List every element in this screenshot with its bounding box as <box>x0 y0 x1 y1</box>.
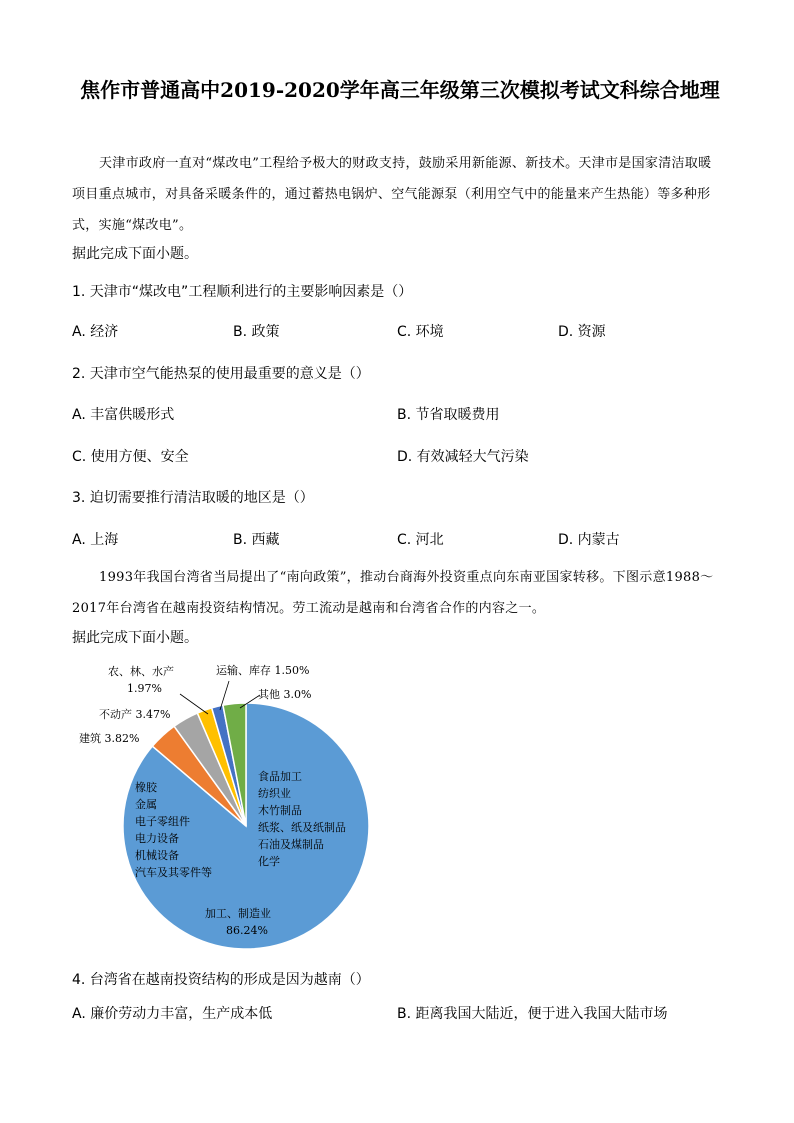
passage-intro-1: 天津市政府一直对“煤改电”工程给予极大的财政支持，鼓励采用新能源、新技术。天津市是国家清洁取暖项目重点城市，对具备采暖条件的，通过蓄热电锅炉、空气能源泵（利用空气中的能量来产生热能）等多种形式，实施“煤改电”。 <box>72 156 712 233</box>
annotation-left-3: 电力设备 <box>135 832 179 845</box>
q4-option-b[interactable]: B. 距离我国大陆近，便于进入我国大陆市场 <box>397 1006 668 1022</box>
question-1-stem: 1. 天津市“煤改电”工程顺利进行的主要影响因素是（） <box>72 284 413 300</box>
q2-option-c[interactable]: C. 使用方便、安全 <box>72 449 189 465</box>
annotation-left-4: 机械设备 <box>135 849 179 862</box>
q3-option-a[interactable]: A. 上海 <box>72 532 119 548</box>
prompt-1: 据此完成下面小题。 <box>72 246 198 262</box>
label-other: 其他 3.0% <box>258 688 312 701</box>
q3-option-d[interactable]: D. 内蒙古 <box>558 532 620 548</box>
label-construction: 建筑 3.82% <box>79 732 140 745</box>
label-agri-value: 1.97% <box>127 682 162 695</box>
label-manufacturing-value: 86.24% <box>226 924 268 937</box>
q2-option-b[interactable]: B. 节省取暖费用 <box>397 407 500 423</box>
q1-option-a[interactable]: A. 经济 <box>72 324 119 340</box>
q3-option-c[interactable]: C. 河北 <box>397 532 444 548</box>
label-manufacturing: 加工、制造业 <box>205 907 271 920</box>
prompt-2: 据此完成下面小题。 <box>72 630 198 646</box>
passage-intro-2: 1993年我国台湾省当局提出了“南向政策”，推动台商海外投资重点向东南亚国家转移。下图示意1988～2017年台湾省在越南投资结构情况。劳工流动是越南和台湾省合作的内容之一。 <box>72 570 714 616</box>
label-agri: 农、林、水产 <box>108 665 174 678</box>
question-4-stem: 4. 台湾省在越南投资结构的形成是因为越南（） <box>72 972 370 988</box>
q1-option-b[interactable]: B. 政策 <box>233 324 280 340</box>
q2-option-a[interactable]: A. 丰富供暖形式 <box>72 407 175 423</box>
question-3-stem: 3. 迫切需要推行清洁取暖的地区是（） <box>72 490 314 506</box>
page-title: 焦作市普通高中2019-2020学年高三年级第三次模拟考试文科综合地理 <box>80 78 720 102</box>
q1-option-d[interactable]: D. 资源 <box>558 324 606 340</box>
question-2-stem: 2. 天津市空气能热泵的使用最重要的意义是（） <box>72 366 370 382</box>
q1-option-c[interactable]: C. 环境 <box>397 324 444 340</box>
annotation-right-1: 纺织业 <box>258 787 291 800</box>
annotation-left-2: 电子零组件 <box>135 815 190 828</box>
q4-option-a[interactable]: A. 廉价劳动力丰富，生产成本低 <box>72 1006 273 1022</box>
annotation-left-5: 汽车及其零件等 <box>135 866 212 879</box>
annotation-left-1: 金属 <box>135 798 157 811</box>
label-realestate: 不动产 3.47% <box>99 708 171 721</box>
q2-option-d[interactable]: D. 有效减轻大气污染 <box>397 449 529 465</box>
annotation-right-5: 化学 <box>258 855 280 868</box>
annotation-right-2: 木竹制品 <box>258 804 302 817</box>
annotation-left-0: 橡胶 <box>135 781 157 794</box>
label-transport: 运输、库存 1.50% <box>216 664 310 677</box>
pie-chart <box>0 650 420 950</box>
annotation-right-4: 石油及煤制品 <box>258 838 324 851</box>
q3-option-b[interactable]: B. 西藏 <box>233 532 280 548</box>
annotation-right-0: 食品加工 <box>258 770 302 783</box>
annotation-right-3: 纸浆、纸及纸制品 <box>258 821 346 834</box>
